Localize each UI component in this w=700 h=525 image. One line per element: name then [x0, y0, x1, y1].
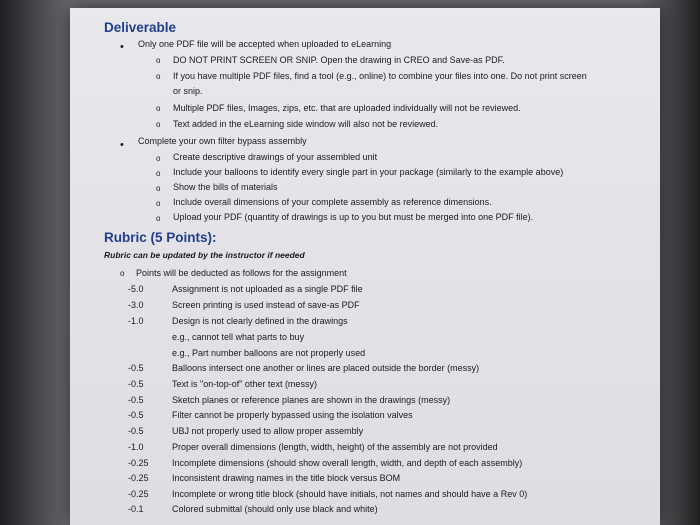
rubric-score: -5.0 [128, 284, 144, 294]
rubric-item: UBJ not properly used to allow proper assembly [172, 426, 364, 436]
rubric-item: Balloons intersect one another or lines are placed outside the border (messy) [172, 363, 480, 373]
rubric-score: -1.0 [128, 442, 144, 452]
rubric-score: -1.0 [128, 316, 144, 326]
document-page [70, 8, 660, 525]
rubric-item-example: e.g., cannot tell what parts to buy [172, 332, 305, 342]
deliverable-bullet-2: Complete your own filter bypass assembly [138, 136, 307, 146]
circle-bullet-icon: o [156, 72, 161, 81]
deliverable-sub-1-1: DO NOT PRINT SCREEN OR SNIP. Open the drawing in CREO and Save-as PDF. [173, 55, 505, 65]
rubric-item: Proper overall dimensions (length, width, height) of the assembly are not provided [172, 442, 498, 452]
deliverable-sub-2-4: Include overall dimensions of your complete assembly as reference dimensions. [173, 197, 492, 207]
circle-bullet-icon: o [156, 154, 161, 163]
rubric-score: -3.0 [128, 300, 144, 310]
circle-bullet-icon: o [156, 214, 161, 223]
circle-bullet-icon: o [156, 120, 161, 129]
rubric-score: -0.1 [128, 504, 144, 514]
deliverable-sub-1-3: Multiple PDF files, Images, zips, etc. that are uploaded individually will not be reviewed. [173, 103, 521, 113]
circle-bullet-icon: o [156, 104, 161, 113]
rubric-item: Incomplete dimensions (should show overall length, width, and depth of each assembly) [172, 458, 523, 468]
circle-bullet-icon: o [156, 184, 161, 193]
rubric-item: Assignment is not uploaded as a single PDF file [172, 284, 363, 294]
rubric-score: -0.5 [128, 363, 144, 373]
rubric-note: Rubric can be updated by the instructor if needed [104, 250, 305, 260]
rubric-item-example: e.g., Part number balloons are not properly used [172, 348, 366, 358]
bullet-icon: • [120, 41, 124, 53]
rubric-heading: Rubric (5 Points): [104, 230, 217, 245]
deliverable-sub-1-4: Text added in the eLearning side window will also not be reviewed. [173, 119, 439, 129]
deliverable-bullet-1: Only one PDF file will be accepted when uploaded to eLearning [138, 39, 392, 49]
rubric-score: -0.25 [128, 489, 149, 499]
rubric-item: Colored submittal (should only use black and white) [172, 504, 378, 514]
circle-bullet-icon: o [156, 169, 161, 178]
rubric-score: -0.5 [128, 426, 144, 436]
deliverable-sub-1-2-cont: or snip. [173, 86, 203, 96]
deliverable-sub-1-2: If you have multiple PDF files, find a tool (e.g., online) to combine your files into one. Do not print screen [173, 71, 587, 81]
rubric-intro: Points will be deducted as follows for the assignment [136, 268, 347, 278]
deliverable-sub-2-2: Include your balloons to identify every single part in your package (similarly to the example above) [173, 167, 564, 177]
deliverable-heading: Deliverable [104, 20, 177, 35]
circle-bullet-icon: o [120, 269, 125, 278]
rubric-item: Screen printing is used instead of save-as PDF [172, 300, 360, 310]
rubric-item: Inconsistent drawing names in the title block versus BOM [172, 473, 401, 483]
rubric-item: Text is "on-top-of" other text (messy) [172, 379, 317, 389]
rubric-item: Incomplete or wrong title block (should have initials, not names and should have a Rev 0) [172, 489, 528, 499]
rubric-item: Filter cannot be properly bypassed using the isolation valves [172, 410, 413, 420]
rubric-score: -0.5 [128, 379, 144, 389]
deliverable-sub-2-5: Upload your PDF (quantity of drawings is up to you but must be merged into one PDF file). [173, 212, 534, 222]
rubric-score: -0.5 [128, 410, 144, 420]
rubric-item: Sketch planes or reference planes are shown in the drawings (messy) [172, 395, 451, 405]
rubric-score: -0.5 [128, 395, 144, 405]
deliverable-sub-2-1: Create descriptive drawings of your assembled unit [173, 152, 378, 162]
rubric-item: Design is not clearly defined in the drawings [172, 316, 348, 326]
bullet-icon: • [120, 139, 124, 151]
rubric-score: -0.25 [128, 458, 149, 468]
rubric-score: -0.25 [128, 473, 149, 483]
circle-bullet-icon: o [156, 199, 161, 208]
deliverable-sub-2-3: Show the bills of materials [173, 182, 278, 192]
circle-bullet-icon: o [156, 56, 161, 65]
